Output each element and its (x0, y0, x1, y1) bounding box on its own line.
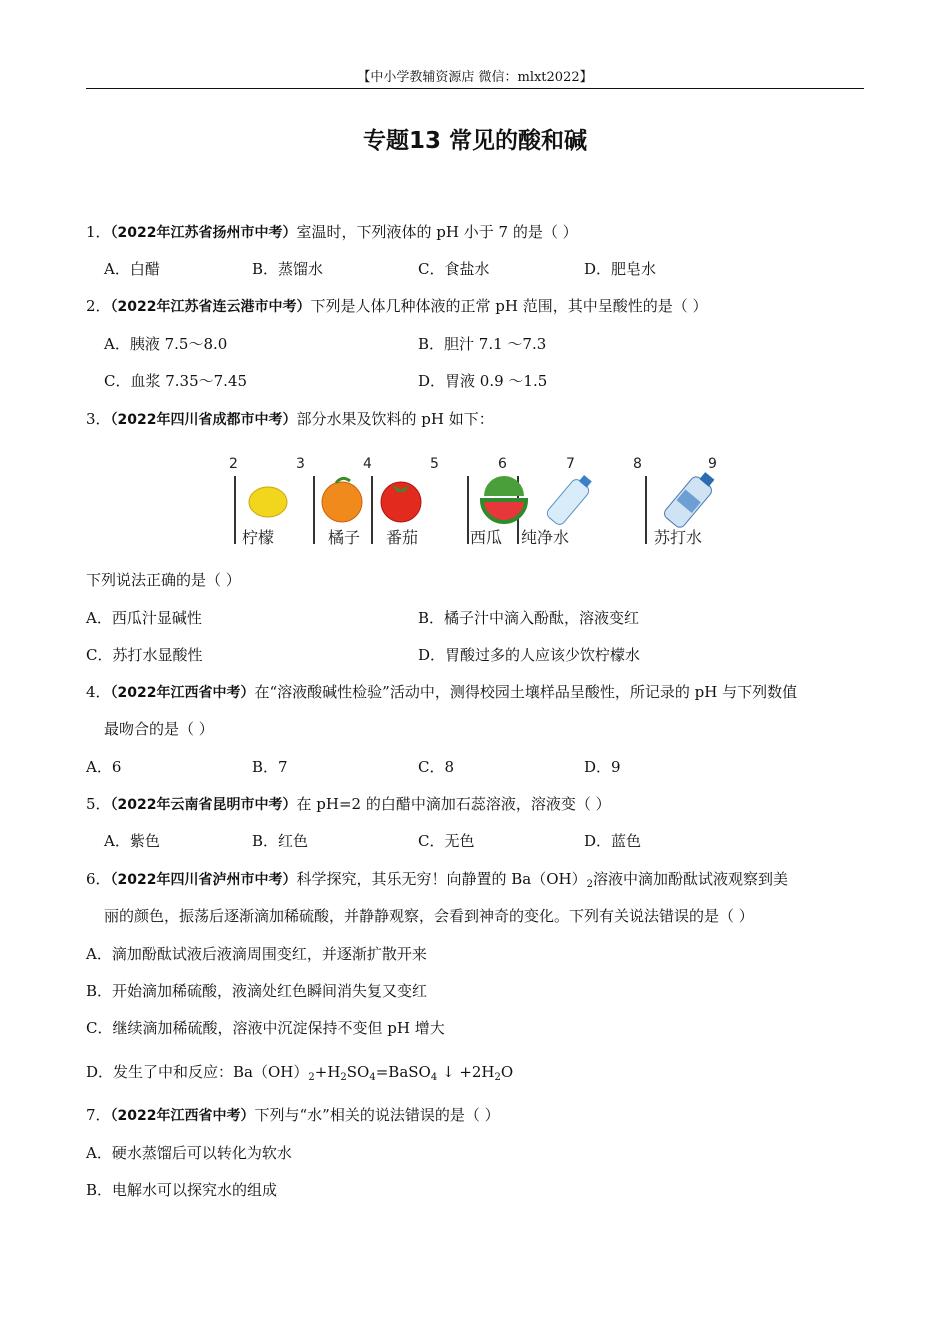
question-number: 6． (86, 870, 111, 888)
question-source: （2022年江苏省扬州市中考） (110, 225, 297, 241)
question-3-stem (86, 409, 494, 430)
q6-option-c: C．继续滴加稀硫酸，溶液中沉淀保持不变但 pH 增大 (86, 1019, 445, 1037)
q2-option-c: C．血浆 7.35～7.45 (104, 372, 248, 390)
fruit-label-pure-water: 纯净水 (521, 528, 570, 547)
q4-option-a: A．6 (86, 758, 122, 776)
question-text: 室温时，下列液体的 pH 小于 7 的是（ ） (296, 223, 578, 241)
question-source: （2022年江西省中考） (110, 1108, 255, 1124)
question-number: 2． (86, 297, 111, 315)
ph-tick: 3 (296, 456, 305, 472)
q4-option-b: B．7 (252, 758, 288, 776)
page-header: 【中小学教辅资源店 微信：mlxt2022】 (357, 70, 593, 85)
ph-tick: 4 (363, 456, 372, 472)
q1-option-b: B．蒸馏水 (252, 260, 324, 278)
q1-option-c: C．食盐水 (418, 260, 490, 278)
water-bottle-icon (545, 472, 596, 527)
orange-icon (322, 482, 362, 522)
tomato-icon (381, 482, 421, 522)
lemon-icon (249, 487, 287, 517)
q6-option-a: A．滴加酚酞试液后液滴周围变红，并逐渐扩散开来 (86, 945, 427, 963)
q3-ask: 下列说法正确的是（ ） (86, 571, 241, 589)
fruit-label-watermelon: 西瓜 (470, 528, 503, 547)
q3-option-b: B．橘子汁中滴入酚酞，溶液变红 (418, 609, 640, 627)
subscript: 2 (586, 879, 594, 890)
question-number: 3． (86, 410, 111, 428)
ph-tick: 9 (708, 456, 717, 472)
watermelon-icon (482, 500, 526, 522)
page-title: 专题13 常见的酸和碱 (362, 128, 587, 154)
question-text: 在 pH=2 的白醋中滴加石蕊溶液，溶液变（ ） (296, 795, 611, 813)
q5-option-c: C．无色 (418, 832, 475, 850)
question-source: （2022年江西省中考） (110, 685, 255, 701)
ph-tick: 2 (229, 456, 238, 472)
q3-option-a: A．西瓜汁显碱性 (86, 609, 202, 627)
question-2-stem (86, 296, 708, 317)
question-source: （2022年四川省成都市中考） (110, 412, 297, 428)
question-4-stem (86, 682, 797, 703)
option-text: D．发生了中和反应：Ba（OH） (86, 1063, 309, 1081)
ph-tick: 5 (430, 456, 439, 472)
question-4-stem-cont: 最吻合的是（ ） (104, 720, 214, 738)
q5-option-d: D．蓝色 (584, 832, 642, 850)
question-1-stem (86, 222, 578, 243)
question-source: （2022年江苏省连云港市中考） (110, 299, 311, 315)
question-source: （2022年云南省昆明市中考） (110, 797, 297, 813)
question-text-tail: 溶液中滴加酚酞试液观察到美 (593, 870, 789, 888)
q1-option-a: A．白醋 (104, 260, 160, 278)
soda-bottle-icon (662, 468, 719, 529)
question-6-stem-cont: 丽的颜色，振荡后逐渐滴加稀硫酸，并静静观察，会看到神奇的变化。下列有关说法错误的是（ ） (104, 907, 754, 925)
fruit-label-tomato: 番茄 (386, 528, 419, 547)
question-number: 5． (86, 795, 111, 813)
q7-option-b: B．电解水可以探究水的组成 (86, 1181, 278, 1199)
q4-option-d: D．9 (584, 758, 621, 776)
ph-tick: 7 (566, 456, 575, 472)
q6-option-b: B．开始滴加稀硫酸，液滴处红色瞬间消失复又变红 (86, 982, 428, 1000)
question-text: 部分水果及饮料的 pH 如下： (296, 410, 494, 428)
question-5-stem (86, 794, 611, 815)
question-number: 4． (86, 683, 111, 701)
question-text: 下列与“水”相关的说法错误的是（ ） (254, 1106, 500, 1124)
question-number: 7． (86, 1106, 111, 1124)
q5-option-b: B．红色 (252, 832, 309, 850)
q7-option-a: A．硬水蒸馏后可以转化为软水 (86, 1144, 292, 1162)
q3-option-c: C．苏打水显酸性 (86, 646, 203, 664)
q4-option-c: C．8 (418, 758, 455, 776)
fruit-label-orange: 橘子 (328, 528, 361, 547)
question-source: （2022年四川省泸州市中考） (110, 872, 297, 888)
fruit-label-lemon: 柠檬 (242, 528, 275, 547)
question-text: 在“溶液酸碱性检验”活动中，测得校园土壤样品呈酸性，所记录的 pH 与下列数值 (254, 683, 798, 701)
ph-tick: 8 (633, 456, 642, 472)
question-number: 1． (86, 223, 111, 241)
ph-tick: 6 (498, 456, 507, 472)
q5-option-a: A．紫色 (104, 832, 160, 850)
header-divider (86, 88, 864, 89)
question-text: 下列是人体几种体液的正常 pH 范围，其中呈酸性的是（ ） (310, 297, 708, 315)
fruit-label-soda-water: 苏打水 (654, 528, 703, 547)
question-6-stem (86, 869, 788, 895)
question-text: 科学探究，其乐无穷！向静置的 Ba（OH） (296, 870, 587, 888)
question-7-stem (86, 1105, 500, 1126)
q6-option-d: D．发生了中和反应：$Ba(OH)_2+H_2SO_4=BaSO_4$ ↓ $+2H_2O$ (86, 1063, 514, 1083)
q2-option-d: D．胃液 0.9 ～1.5 (418, 372, 548, 390)
q3-option-d: D．胃酸过多的人应该少饮柠檬水 (418, 646, 641, 664)
q2-option-b: B．胆汁 7.1 ～7.3 (418, 335, 547, 353)
q1-option-d: D．肥皂水 (584, 260, 657, 278)
q2-option-a: A．胰液 7.5～8.0 (104, 335, 228, 353)
ph-scale-figure (226, 452, 726, 552)
